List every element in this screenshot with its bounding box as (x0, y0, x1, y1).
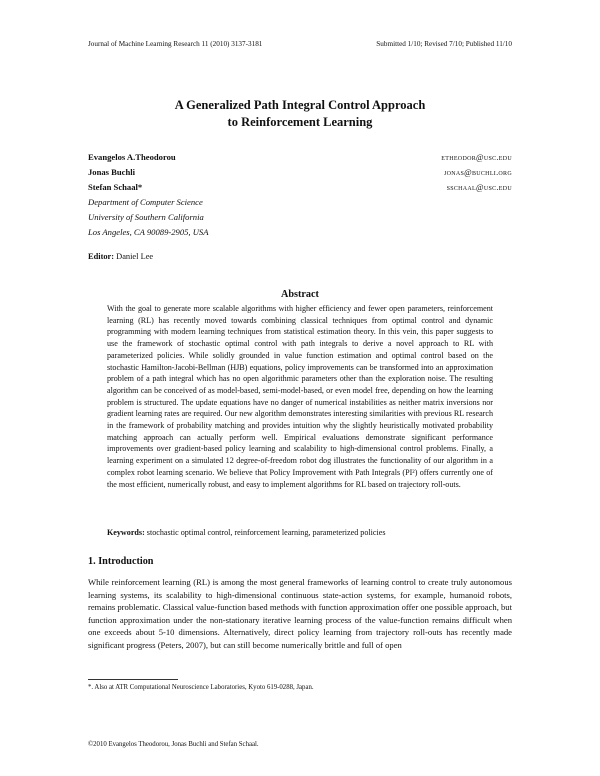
footnote: *. Also at ATR Computational Neuroscience Laboratories, Kyoto 619-0288, Japan. (88, 684, 314, 691)
author-name: Stefan Schaal* (88, 182, 143, 192)
affiliation-university: University of Southern California (88, 212, 204, 222)
abstract-body: With the goal to generate more scalable algorithms with higher efficiency and fewer open parameters, reinforcement learning (RL) has recently moved towards combining classical techniques from optimal control and dynamic programming with modern learning techniques from statistical estimation theory. In this vein, this paper suggests to use the framework of stochastic optimal control with path integrals to derive a novel approach to RL with parameterized policies. While solidly grounded in value function estimation and optimal control based on the stochastic Hamilton-Jacobi-Bellman (HJB) equations, policy improvements can be transformed into an approximation problem of a path integral which has no open algorithmic parameters other than the exploration noise. The resulting algorithm can be conceived of as model-based, semi-model-based, or even model free, depending on how the learning problem is structured. The update equations have no danger of numerical instabilities as neither matrix inversions nor gradient learning rates are required. Our new algorithm demonstrates interesting similarities with previous RL research in the framework of probability matching and provides intuition why the slightly heuristically motivated probability matching approach can actually perform well. Empirical evaluations demonstrate significant performance improvements over gradient-based policy learning and scalability to high-dimensional control problems. Finally, a learning experiment on a simulated 12 degree-of-freedom robot dog illustrates the functionality of our algorithm in a complex robot learning scenario. We believe that Policy Improvement with Path Integrals (PI²) offers currently one of the most efficient, numerically robust, and easy to implement algorithms for RL based on trajectory roll-outs. (107, 304, 493, 489)
copyright-line: ©2010 Evangelos Theodorou, Jonas Buchli and Stefan Schaal. (88, 741, 259, 748)
introduction-paragraph: While reinforcement learning (RL) is among the most general frameworks of learning control to create truly autonomous learning systems, its scalability to high-dimensional continuous state-action systems, for example, humanoid robots, remains problematic. Classical value-function based methods with function approximation offer one possible approach, but function approximation under the non-stationary iterative learning process of the value-function remains difficult when one exceeds about 5-10 dimensions. Alternatively, direct policy learning from trajectory roll-outs has recently made significant progress (Peters, 2007), but can still become numerically brittle and full of open (88, 577, 512, 650)
editor-name: Daniel Lee (116, 252, 154, 261)
journal-header (88, 40, 512, 48)
keywords-label: Keywords: (107, 528, 145, 537)
paper-title (60, 97, 540, 131)
abstract-heading: Abstract (281, 289, 319, 300)
author-name: Evangelos A.Theodorou (88, 152, 176, 162)
section-title: Introduction (98, 556, 154, 567)
author-block (88, 150, 512, 240)
affiliation-department: Department of Computer Science (88, 197, 203, 207)
editor-line (88, 252, 153, 261)
author-row (88, 165, 512, 180)
author-email: jonas@buchli.org (443, 168, 512, 177)
title-line-1: A Generalized Path Integral Control Approach (174, 98, 426, 112)
title-line-2: to Reinforcement Learning (227, 115, 373, 129)
editor-label: Editor: (88, 252, 115, 261)
affiliation-address: Los Angeles, CA 90089-2905, USA (88, 227, 209, 237)
author-email: etheodor@usc.edu (441, 153, 512, 162)
section-number: 1. (88, 556, 96, 567)
author-email: sschaal@usc.edu (446, 183, 512, 192)
keywords-text: stochastic optimal control, reinforcement learning, parameterized policies (146, 528, 386, 537)
author-name: Jonas Buchli (88, 167, 136, 177)
author-row (88, 150, 512, 165)
footnote-divider (88, 679, 178, 680)
journal-citation: Journal of Machine Learning Research 11 (2010) 3137-3181 (88, 40, 263, 48)
section-heading (88, 556, 153, 567)
submission-dates: Submitted 1/10; Revised 7/10; Published 11/10 (376, 40, 512, 48)
keywords-line (107, 528, 493, 537)
author-row (88, 180, 512, 195)
